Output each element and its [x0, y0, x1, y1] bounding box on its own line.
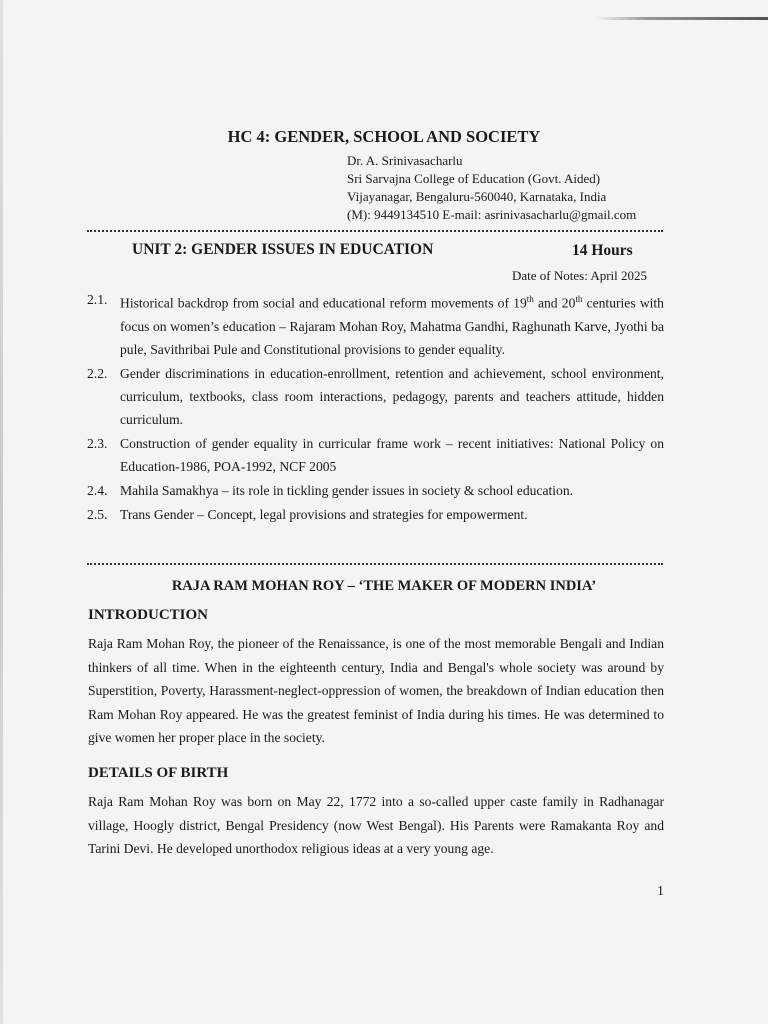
author-name: Dr. A. Srinivasacharlu	[347, 153, 463, 168]
syllabus-item-text: Construction of gender equality in curricular frame work – recent initiatives: National Policy on Education-1986, POA-1992, NCF 2005	[120, 435, 664, 474]
notes-date: Date of Notes: April 2025	[512, 268, 648, 283]
unit-title: UNIT 2: GENDER ISSUES IN EDUCATION	[132, 241, 434, 258]
unit-hours: 14 Hours	[572, 242, 633, 259]
syllabus-item-text: Historical backdrop from social and educational reform movements of 19th and 20th centuries with focus on women’s education – Rajaram Mohan Roy, Mahatma Gandhi, Raghunath Karve, Jyothi ba pule, Savithribai Pule and Constitutional provisions to gender equality.	[120, 294, 664, 357]
syllabus-item-number: 2.5.	[87, 506, 108, 522]
author-address: Vijayanagar, Bengaluru-560040, Karnataka, India	[347, 189, 607, 204]
syllabus-item	[87, 503, 664, 526]
scan-artifact-mark	[596, 17, 768, 20]
syllabus-item	[87, 432, 664, 478]
syllabus-item	[87, 479, 664, 502]
syllabus-item-text: Mahila Samakhya – its role in tickling gender issues in society & school education.	[120, 482, 574, 498]
dotted-divider	[87, 230, 663, 232]
dotted-divider	[87, 563, 663, 565]
birth-paragraph: Raja Ram Mohan Roy was born on May 22, 1772 into a so-called upper caste family in Radhanagar village, Hoogly district, Bengal Presidency (now West Bengal). His Parents were Ramakanta Roy and Tarini Devi. He developed unorthodox religious ideas at a very young age.	[88, 794, 664, 856]
scan-edge-shadow	[0, 0, 3, 1024]
syllabus-item-number: 2.4.	[87, 482, 108, 498]
birth-heading: DETAILS OF BIRTH	[88, 765, 229, 781]
section-title: RAJA RAM MOHAN ROY – ‘THE MAKER OF MODERN INDIA’	[171, 578, 597, 594]
course-title: HC 4: GENDER, SCHOOL AND SOCIETY	[227, 127, 541, 146]
page-number: 1	[657, 884, 664, 899]
syllabus-list	[87, 288, 664, 527]
author-college: Sri Sarvajna College of Education (Govt. Aided)	[347, 171, 601, 186]
syllabus-item	[87, 288, 664, 361]
syllabus-item-text: Gender discriminations in education-enrollment, retention and achievement, school environment, curriculum, textbooks, class room interactions, pedagogy, parents and teachers attitude, hidden curriculum.	[120, 365, 664, 427]
syllabus-item-number: 2.1.	[87, 292, 108, 307]
syllabus-item-number: 2.2.	[87, 365, 108, 381]
author-block	[347, 152, 636, 224]
introduction-paragraph: Raja Ram Mohan Roy, the pioneer of the Renaissance, is one of the most memorable Bengali and Indian thinkers of all time. When in the eighteenth century, India and Bengal's whole society was around by Superstition, Poverty, Harassment-neglect-oppression of women, the breakdown of Indian education then Ram Mohan Roy appeared. He was the greatest feminist of India during his times. He was determined to give women her proper place in the society.	[88, 636, 664, 745]
syllabus-item	[87, 362, 664, 431]
introduction-heading: INTRODUCTION	[88, 607, 209, 623]
author-contact: (M): 9449134510 E-mail: asrinivasacharlu@gmail.com	[347, 207, 637, 222]
syllabus-item-number: 2.3.	[87, 435, 108, 451]
syllabus-item-text: Trans Gender – Concept, legal provisions and strategies for empowerment.	[120, 506, 528, 522]
